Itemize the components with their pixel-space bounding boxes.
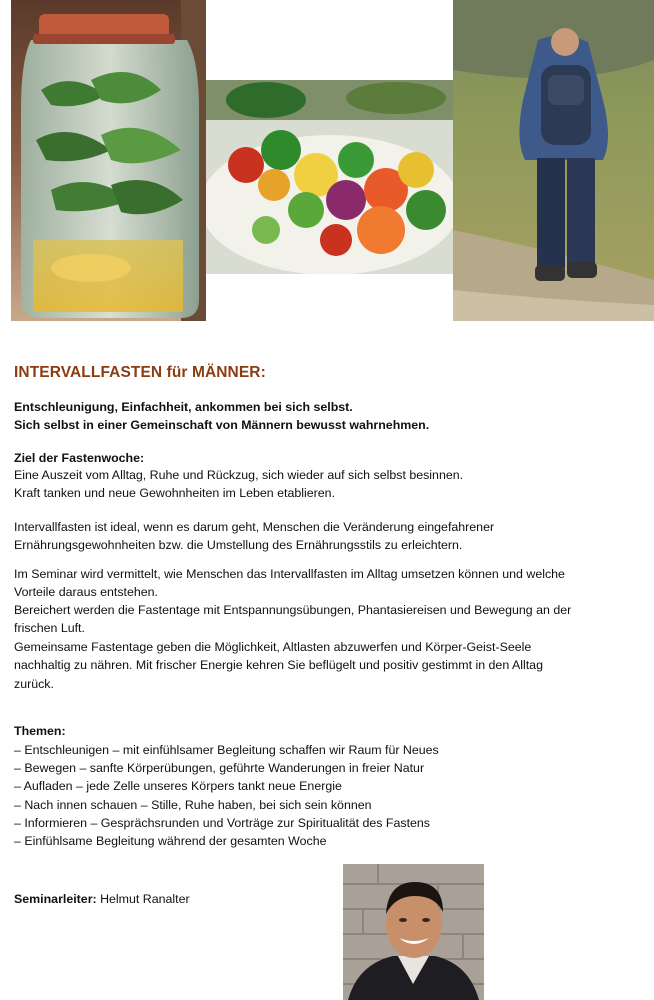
goal-line-1: Eine Auszeit vom Alltag, Ruhe und Rückzug, sich wieder auf sich selbst besinnen. <box>14 468 464 482</box>
hiker-on-trail-photo <box>453 0 654 321</box>
jug-of-mint-water-photo <box>11 0 206 321</box>
list-item: – Einfühlsame Begleitung während der gesamten Woche <box>14 834 327 848</box>
list-item: – Informieren – Gesprächsrunden und Vorträge zur Spiritualität des Fastens <box>14 816 430 830</box>
intro-line-2: Sich selbst in einer Gemeinschaft von Männern bewusst wahrnehmen. <box>14 418 430 432</box>
seminar-line-3: Bereichert werden die Fastentage mit Entspannungsübungen, Phantasiereisen und Bewegung an der <box>14 603 572 617</box>
list-item: – Nach innen schauen – Stille, Ruhe haben, bei sich sein können <box>14 798 372 812</box>
ideal-line-2: Ernährungsgewohnheiten bzw. die Umstellung des Ernährungsstils zu erleichtern. <box>14 538 463 552</box>
seminar-line-1: Im Seminar wird vermittelt, wie Menschen das Intervallfasten im Alltag umsetzen können und welche <box>14 567 565 581</box>
vegetable-skewers-photo <box>206 80 453 274</box>
seminar-line-5: Gemeinsame Fastentage geben die Möglichkeit, Altlasten abzuwerfen und Körper-Geist-Seele <box>14 640 532 654</box>
list-item: – Aufladen – jede Zelle unseres Körpers tankt neue Energie <box>14 779 342 793</box>
intro-line-1: Entschleunigung, Einfachheit, ankommen bei sich selbst. <box>14 400 353 414</box>
list-item: – Entschleunigen – mit einfühlsamer Begleitung schaffen wir Raum für Neues <box>14 743 439 757</box>
goal-line-2: Kraft tanken und neue Gewohnheiten im Leben etablieren. <box>14 486 336 500</box>
goal-title: Ziel der Fastenwoche: <box>14 451 145 465</box>
list-item: – Bewegen – sanfte Körperübungen, geführte Wanderungen in freier Natur <box>14 761 425 775</box>
ideal-line-1: Intervallfasten ist ideal, wenn es darum geht, Menschen die Veränderung eingefahrener <box>14 520 495 534</box>
seminar-line-7: zurück. <box>14 677 54 691</box>
seminar-line-6: nachhaltig zu nähren. Mit frischer Energie kehren Sie beflügelt und positiv gestimmt in den Alltag <box>14 658 543 672</box>
seminar-line-2: Vorteile daraus entstehen. <box>14 585 158 599</box>
seminar-leader-label: Seminarleiter: <box>14 892 97 906</box>
seminar-leader <box>14 890 190 909</box>
themes-title: Themen: <box>14 724 66 738</box>
seminar-line-4: frischen Luft. <box>14 621 85 635</box>
page-title: INTERVALLFASTEN für MÄNNER: <box>14 364 266 381</box>
seminar-leader-name: Helmut Ranalter <box>96 892 190 906</box>
seminar-leader-portrait <box>343 864 484 1000</box>
